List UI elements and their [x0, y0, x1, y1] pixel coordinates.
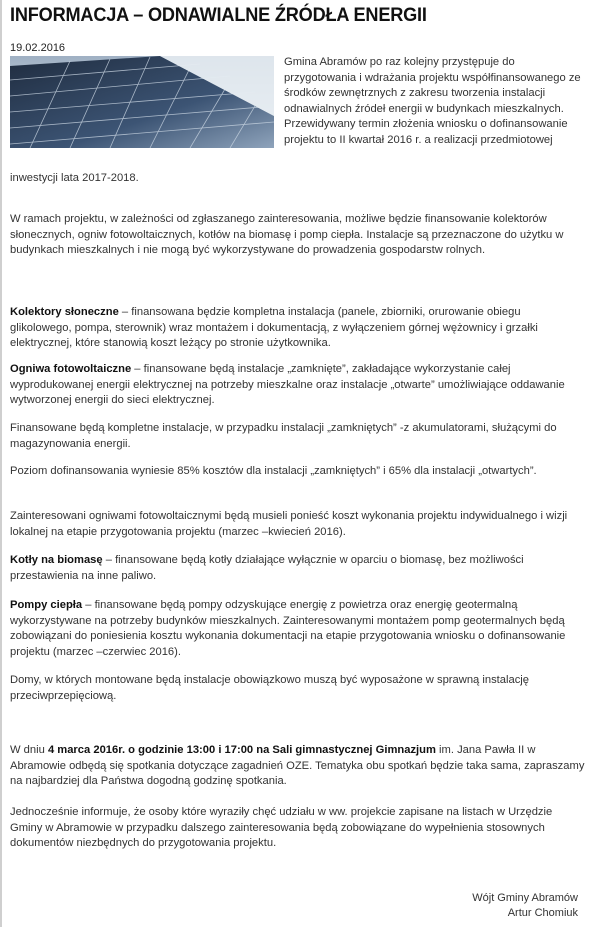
kolektory-label: Kolektory słoneczne — [10, 306, 119, 318]
paragraph-domy: Domy, w których montowane będą instalacje obowiązkowo muszą być wyposażone w sprawną instalację przeciwprzepięciową. — [10, 674, 530, 702]
left-border — [0, 0, 2, 927]
intro-text-tail: inwestycji lata 2017-2018. — [10, 172, 139, 184]
publish-date: 19.02.2016 — [10, 42, 66, 54]
ogniwa-label: Ogniwa fotowoltaiczne — [10, 363, 132, 375]
paragraph-kotly — [10, 553, 585, 584]
signature-name: Artur Chomiuk — [507, 907, 578, 919]
paragraph-informuje: Jednocześnie informuje, że osoby które wyraziły chęć udziału w ww. projekcie zapisane na listach w Urzędzie Gminy w Abramowie w przypadku dalszego zainteresowania będą zobowiązane do wypełnienia stosownych dokumentów niezbędnych do przygotowania projektu. — [10, 806, 553, 849]
solar-panels-illustration — [10, 56, 274, 148]
spotkania-post: im. Jana Pawła II w Abramowie odbędą się spotkania dotyczące zagadnień OZE. Tematyka obu spotkań będzie taka sama, zapraszamy na najbardziej dla Państwa dogodną godzinę spotkania. — [10, 744, 585, 787]
signature-role: Wójt Gminy Abramów — [472, 892, 578, 904]
ogniwa-text: – finansowane będą instalacje „zamknięte”, zakładające wykorzystanie całej wyprodukowanej energii elektrycznej na potrzeby mieszkalne oraz instalacje „otwarte” umożliwiające oddawanie wytworzonej energii do sieci elektrycznej. — [10, 363, 565, 406]
spotkania-bold: 4 marca 2016r. o godzinie 13:00 i 17:00 na Sali gimnastycznej Gimnazjum — [47, 744, 436, 756]
paragraph-poziom: Poziom dofinansowania wyniesie 85% kosztów dla instalacji „zamkniętych” i 65% dla instalacji „otwartych”. — [10, 465, 537, 477]
page-title: INFORMACJA – ODNAWIALNE ŹRÓDŁA ENERGII — [10, 4, 427, 26]
spotkania-pre: W dniu — [10, 744, 48, 756]
paragraph-komplet: Finansowane będą kompletne instalacje, w przypadku instalacji „zamkniętych” -z akumulatorami, służącymi do magazynowania energii. — [10, 422, 557, 450]
paragraph-scope: W ramach projektu, w zależności od zgłaszanego zainteresowania, możliwe będzie finansowanie kolektorów słonecznych, ogniw fotowoltaicznych, kotłów na biomasę i pomp ciepła. Instalacje są przeznaczone do użytku w budynkach mieszkalnych i nie mogą być wykorzystywane do prowadzenia gospodarstw rolnych. — [10, 213, 564, 256]
kolektory-text: – finansowana będzie kompletna instalacja (panele, zbiorniki, orurowanie obiegu glikolowego, pompa, sterownik) wraz montażem i dokumentacją, z wyłączeniem górnej wężownicy i grzałki elektrycznej, które stanowią koszt leżący po stronie użytkownika. — [10, 306, 538, 349]
paragraph-kolektory — [10, 305, 585, 352]
paragraph-koszt: Zainteresowani ogniwami fotowoltaicznymi będą musieli ponieść koszt wykonania projektu indywidualnego i wizji lokalnej na etapie przygotowania projektu (marzec –kwiecień 2016). — [10, 510, 568, 538]
paragraph-spotkania — [10, 743, 585, 790]
paragraph-ogniwa — [10, 362, 585, 409]
pompy-text: – finansowane będą pompy odzyskujące energię z powietrza oraz energię geotermalną wykorzystywane na potrzeby budynków mieszkalnych. Zainteresowanymi montażem pomp geotermalnych będą zobowiązani do poniesienia kosztu wykonania dokumentacji na etapie przygotowania wniosku o dofinansowanie projektu (marzec –czerwiec 2016). — [10, 599, 566, 658]
pompy-label: Pompy ciepła — [10, 599, 83, 611]
solar-panels-photo — [10, 56, 274, 148]
kotly-text: – finansowane będą kotły działające wyłącznie w oparciu o biomasę, bez możliwości przestawienia na inne paliwo. — [10, 554, 524, 582]
paragraph-pompy — [10, 598, 585, 660]
signature-block — [472, 891, 578, 921]
intro-text: Gmina Abramów po raz kolejny przystępuje do przygotowania i wdrażania projektu współfinansowanego ze środków zewnętrznych z zakresu tworzenia instalacji odnawialnych źródeł energii w budynkach mieszkalnych. Przewidywany termin złożenia wniosku o dofinansowanie projektu to II kwartał 2016 r. a realizacji przedmiotowej — [284, 56, 581, 146]
kotly-label: Kotły na biomasę — [10, 554, 103, 566]
